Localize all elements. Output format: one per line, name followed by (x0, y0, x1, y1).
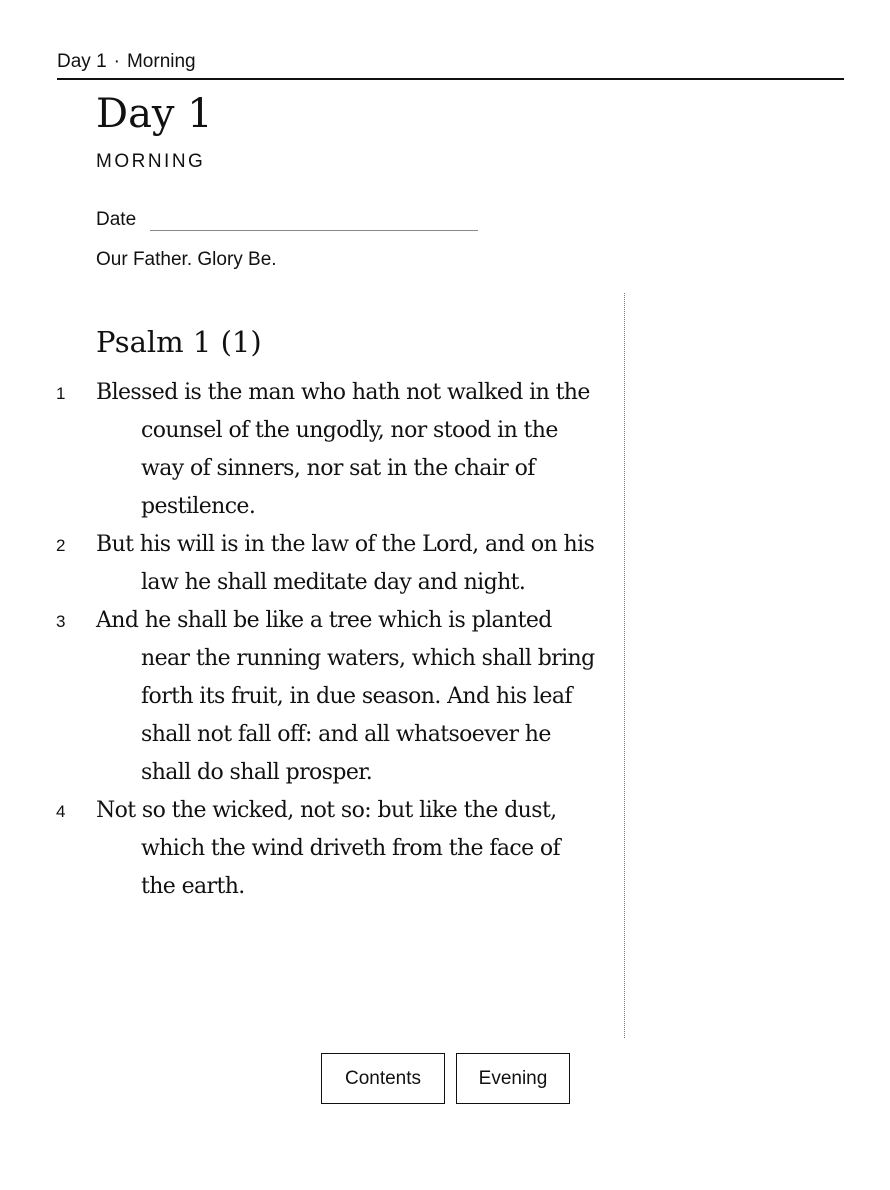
psalm-title: Psalm 1 (1) (96, 325, 262, 359)
verse-2 (40, 526, 600, 602)
verse-text: But his will is in the law of the Lord, and on his law he shall meditate day and night. (96, 532, 595, 595)
page-title: Day 1 (96, 91, 213, 137)
verse-1 (40, 374, 600, 526)
verse-text: And he shall be like a tree which is planted near the running waters, which shall bring forth its fruit, in due season. And his leaf shall not fall off: and all whatsoever he shall do shall prosper. (96, 608, 595, 785)
verse-number: 4 (56, 802, 66, 821)
page-navigation (321, 1053, 570, 1104)
date-row (96, 208, 478, 232)
breadcrumb (57, 50, 844, 80)
verse-text: Blessed is the man who hath not walked in the counsel of the ungodly, nor stood in the way of sinners, nor sat in the chair of pestilence. (96, 380, 590, 519)
breadcrumb-day[interactable]: Day 1 (57, 51, 107, 72)
verse-4 (40, 792, 600, 906)
verse-text: Not so the wicked, not so: but like the dust, which the wind driveth from the face of the earth. (96, 798, 561, 899)
verse-number: 3 (56, 612, 66, 631)
verse-number: 1 (56, 384, 66, 403)
date-label: Date (96, 209, 137, 230)
column-divider (624, 293, 625, 1038)
breadcrumb-separator: · (113, 51, 120, 72)
verse-3 (40, 602, 600, 792)
contents-button[interactable]: Contents (321, 1053, 445, 1104)
evening-button[interactable]: Evening (456, 1053, 570, 1104)
page-subtitle: MORNING (96, 151, 206, 172)
verse-number: 2 (56, 536, 66, 555)
date-input[interactable] (150, 210, 478, 231)
breadcrumb-section[interactable]: Morning (126, 51, 196, 72)
verse-list (40, 374, 600, 906)
prayer-text: Our Father. Glory Be. (96, 249, 277, 270)
